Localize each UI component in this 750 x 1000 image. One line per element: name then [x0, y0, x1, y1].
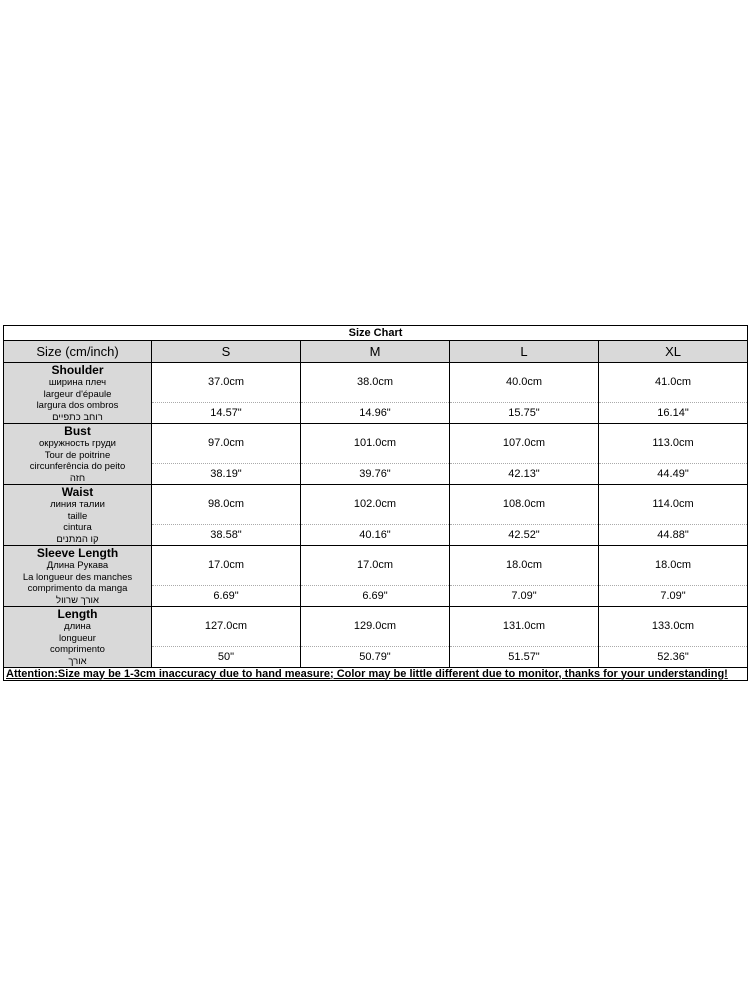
attention-note: Attention:Size may be 1-3cm inaccuracy due to hand measure; Color may be little different due to monitor, thanks for your understanding!	[4, 668, 748, 681]
waist-inch-value: 40.16"	[301, 524, 450, 545]
sleeve-length-cm-value: 18.0cm	[450, 546, 599, 586]
shoulder-inch-value: 14.96"	[301, 402, 450, 423]
shoulder-cm-value: 40.0cm	[450, 363, 599, 403]
sleeve-length-label-cell	[4, 546, 152, 607]
bust-translation: окружность груди	[39, 438, 116, 449]
note-row	[4, 668, 748, 681]
bust-inch-value: 42.13"	[450, 463, 599, 484]
size-header-xl: XL	[599, 341, 748, 363]
length-translation: אורך	[68, 655, 87, 667]
sleeve-length-translation: comprimento da manga	[27, 583, 128, 594]
waist-inch-value: 42.52"	[450, 524, 599, 545]
shoulder-inch-value: 16.14"	[599, 402, 748, 423]
sleeve-length-cm-value: 18.0cm	[599, 546, 748, 586]
length-cm-value: 129.0cm	[301, 607, 450, 647]
waist-cm-row	[4, 485, 748, 525]
sleeve-length-translation: La longueur des manches	[22, 571, 133, 583]
sleeve-length-inch-value: 7.09"	[450, 585, 599, 606]
length-cm-value: 131.0cm	[450, 607, 599, 647]
waist-cm-value: 102.0cm	[301, 485, 450, 525]
sleeve-length-translation: Длина Рукава	[46, 560, 109, 571]
waist-label: Waist	[61, 485, 94, 499]
size-header-s: S	[152, 341, 301, 363]
bust-cm-row	[4, 424, 748, 464]
bust-cm-value: 107.0cm	[450, 424, 599, 464]
length-label: Length	[57, 607, 98, 621]
waist-inch-value: 44.88"	[599, 524, 748, 545]
bust-inch-value: 44.49"	[599, 463, 748, 484]
shoulder-translation: רוחב כתפיים	[52, 411, 103, 423]
sleeve-length-cm-row	[4, 546, 748, 586]
bust-translation: Tour de poitrine	[44, 449, 111, 461]
sleeve-length-inch-value: 6.69"	[301, 585, 450, 606]
bust-inch-value: 39.76"	[301, 463, 450, 484]
length-cm-value: 133.0cm	[599, 607, 748, 647]
bust-translation: חזה	[69, 472, 86, 484]
length-inch-value: 51.57"	[450, 646, 599, 667]
length-label-cell	[4, 607, 152, 668]
waist-cm-value: 108.0cm	[450, 485, 599, 525]
bust-label: Bust	[64, 424, 91, 438]
waist-inch-value: 38.58"	[152, 524, 301, 545]
chart-title: Size Chart	[4, 326, 748, 341]
bust-cm-value: 97.0cm	[152, 424, 301, 464]
sleeve-length-translation: אורך שרוול	[56, 594, 99, 606]
sleeve-length-label: Sleeve Length	[36, 546, 119, 560]
length-inch-value: 50"	[152, 646, 301, 667]
shoulder-cm-value: 38.0cm	[301, 363, 450, 403]
title-row	[4, 326, 748, 341]
waist-translation: линия талии	[50, 499, 105, 510]
shoulder-cm-value: 37.0cm	[152, 363, 301, 403]
sleeve-length-cm-value: 17.0cm	[301, 546, 450, 586]
sleeve-length-cm-value: 17.0cm	[152, 546, 301, 586]
shoulder-translation: largeur d'épaule	[43, 388, 112, 400]
waist-cm-value: 98.0cm	[152, 485, 301, 525]
sleeve-length-inch-value: 6.69"	[152, 585, 301, 606]
size-header-m: M	[301, 341, 450, 363]
sleeve-length-inch-value: 7.09"	[599, 585, 748, 606]
shoulder-translation: ширина плеч	[48, 377, 107, 388]
shoulder-label: Shoulder	[51, 363, 104, 377]
shoulder-translation: largura dos ombros	[36, 400, 119, 411]
bust-cm-value: 113.0cm	[599, 424, 748, 464]
length-translation: longueur	[59, 632, 96, 644]
length-cm-value: 127.0cm	[152, 607, 301, 647]
waist-translation: taille	[67, 510, 88, 522]
shoulder-inch-value: 15.75"	[450, 402, 599, 423]
bust-translation: circunferência do peito	[29, 461, 126, 472]
bust-inch-value: 38.19"	[152, 463, 301, 484]
shoulder-cm-value: 41.0cm	[599, 363, 748, 403]
bust-label-cell	[4, 424, 152, 485]
shoulder-inch-value: 14.57"	[152, 402, 301, 423]
length-translation: длина	[64, 621, 91, 632]
shoulder-label-cell	[4, 363, 152, 424]
size-column-header: Size (cm/inch)	[4, 341, 152, 363]
waist-cm-value: 114.0cm	[599, 485, 748, 525]
waist-label-cell	[4, 485, 152, 546]
length-cm-row	[4, 607, 748, 647]
header-row	[4, 341, 748, 363]
waist-translation: cintura	[63, 522, 92, 533]
waist-translation: קו המתנים	[56, 533, 99, 545]
size-header-l: L	[450, 341, 599, 363]
length-inch-value: 52.36"	[599, 646, 748, 667]
shoulder-cm-row	[4, 363, 748, 403]
length-translation: comprimento	[50, 644, 105, 655]
length-inch-value: 50.79"	[301, 646, 450, 667]
bust-cm-value: 101.0cm	[301, 424, 450, 464]
size-chart-table	[3, 325, 748, 681]
